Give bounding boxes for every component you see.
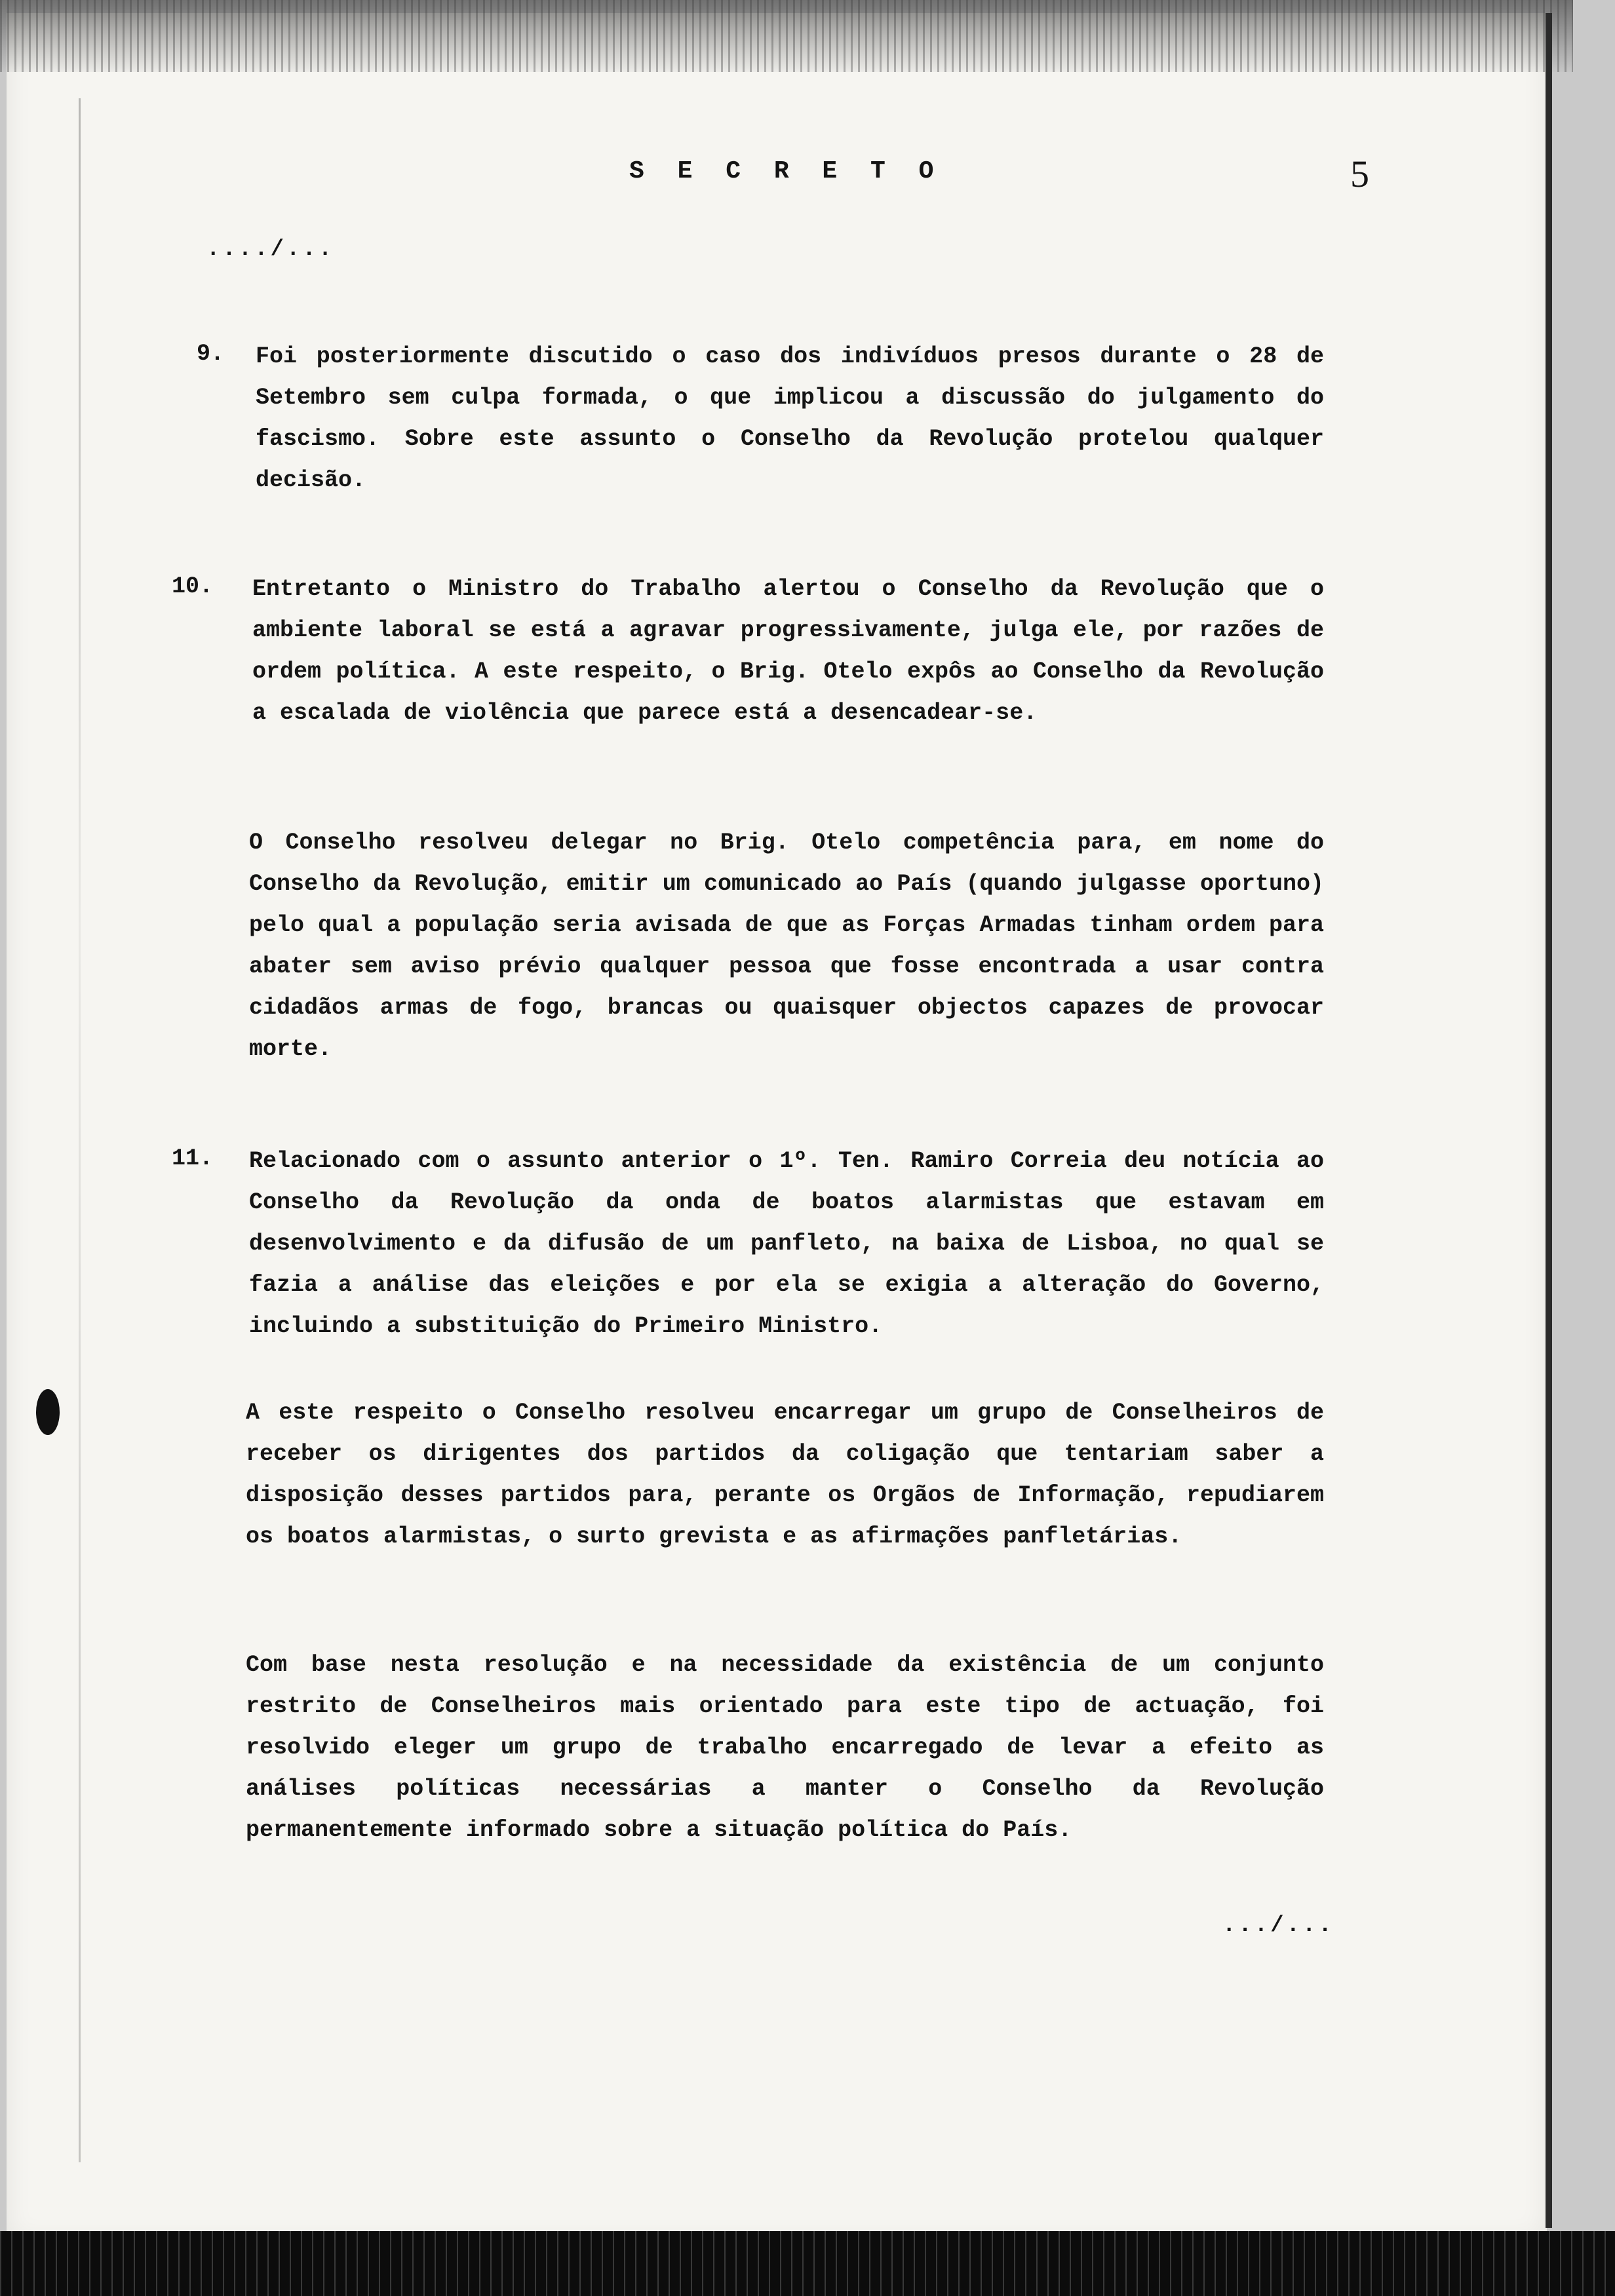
scan-noise-top <box>0 0 1573 72</box>
classification-header: S E C R E T O <box>629 157 943 185</box>
continuation-marker-bottom: .../... <box>1222 1913 1334 1938</box>
section-11-paragraph-1: Relacionado com o assunto anterior o 1º. Ten. Ramiro Correia deu notícia ao Conselho da Revolução da onda de boatos alarmistas que estavam em desenvolvimento e da difusão de um panfleto, na baixa de Lisboa, no qual se fazia a análise das eleições e por ela se exigia a alteração do Governo, incluindo a substituição do Primeiro Ministro. <box>249 1148 1324 1339</box>
section-number-9: 9. <box>197 341 225 367</box>
section-11-paragraph-2: A este respeito o Conselho resolveu encarregar um grupo de Conselheiros de receber os dirigentes dos partidos da coligação que tentariam saber a disposição desses partidos para, perante os Orgãos de Informação, repudiarem os boatos alarmistas, o surto grevista e as afirmações panfletárias. <box>246 1400 1324 1550</box>
punch-hole-mark <box>36 1389 60 1435</box>
section-11-paragraph-3: Com base nesta resolução e na necessidade da existência de um conjunto restrito de Conselheiros mais orientado para este tipo de actuação, foi resolvido eleger um grupo de trabalho encarregado de levar a efeito as análises políticas necessárias a manter o Conselho da Revolução permanentemente informado sobre a situação política do País. <box>246 1652 1324 1843</box>
section-number-11: 11. <box>172 1145 214 1172</box>
scan-bottom-band <box>0 2231 1615 2296</box>
section-10-paragraph-2: O Conselho resolveu delegar no Brig. Otelo competência para, em nome do Conselho da Revolução, emitir um comunicado ao País (quando julgasse oportuno) pelo qual a população seria avisada de que as Forças Armadas tinham ordem para abater sem aviso prévio qualquer pessoa que fosse encontrada a usar contra cidadãos armas de fogo, brancas ou quaisquer objectos capazes de provocar morte. <box>249 830 1324 1062</box>
section-9-paragraph: Foi posteriormente discutido o caso dos indivíduos presos durante o 28 de Setembro sem culpa formada, o que implicou a discussão do julgamento do fascismo. Sobre este assunto o Conselho da Revolução protelou qualquer decisão. <box>256 343 1324 493</box>
page-right-edge <box>1546 13 1552 2228</box>
page-number: 5 <box>1350 153 1369 195</box>
page-left-shadow <box>79 98 81 2162</box>
section-number-10: 10. <box>172 573 214 600</box>
section-10-paragraph-1: Entretanto o Ministro do Trabalho alertou o Conselho da Revolução que o ambiente laboral se está a agravar progressivamente, julga ele, por razões de ordem política. A este respeito, o Brig. Otelo expôs ao Conselho da Revolução a escalada de violência que parece está a desencadear-se. <box>252 576 1324 726</box>
continuation-marker-top: ..../... <box>206 237 335 262</box>
